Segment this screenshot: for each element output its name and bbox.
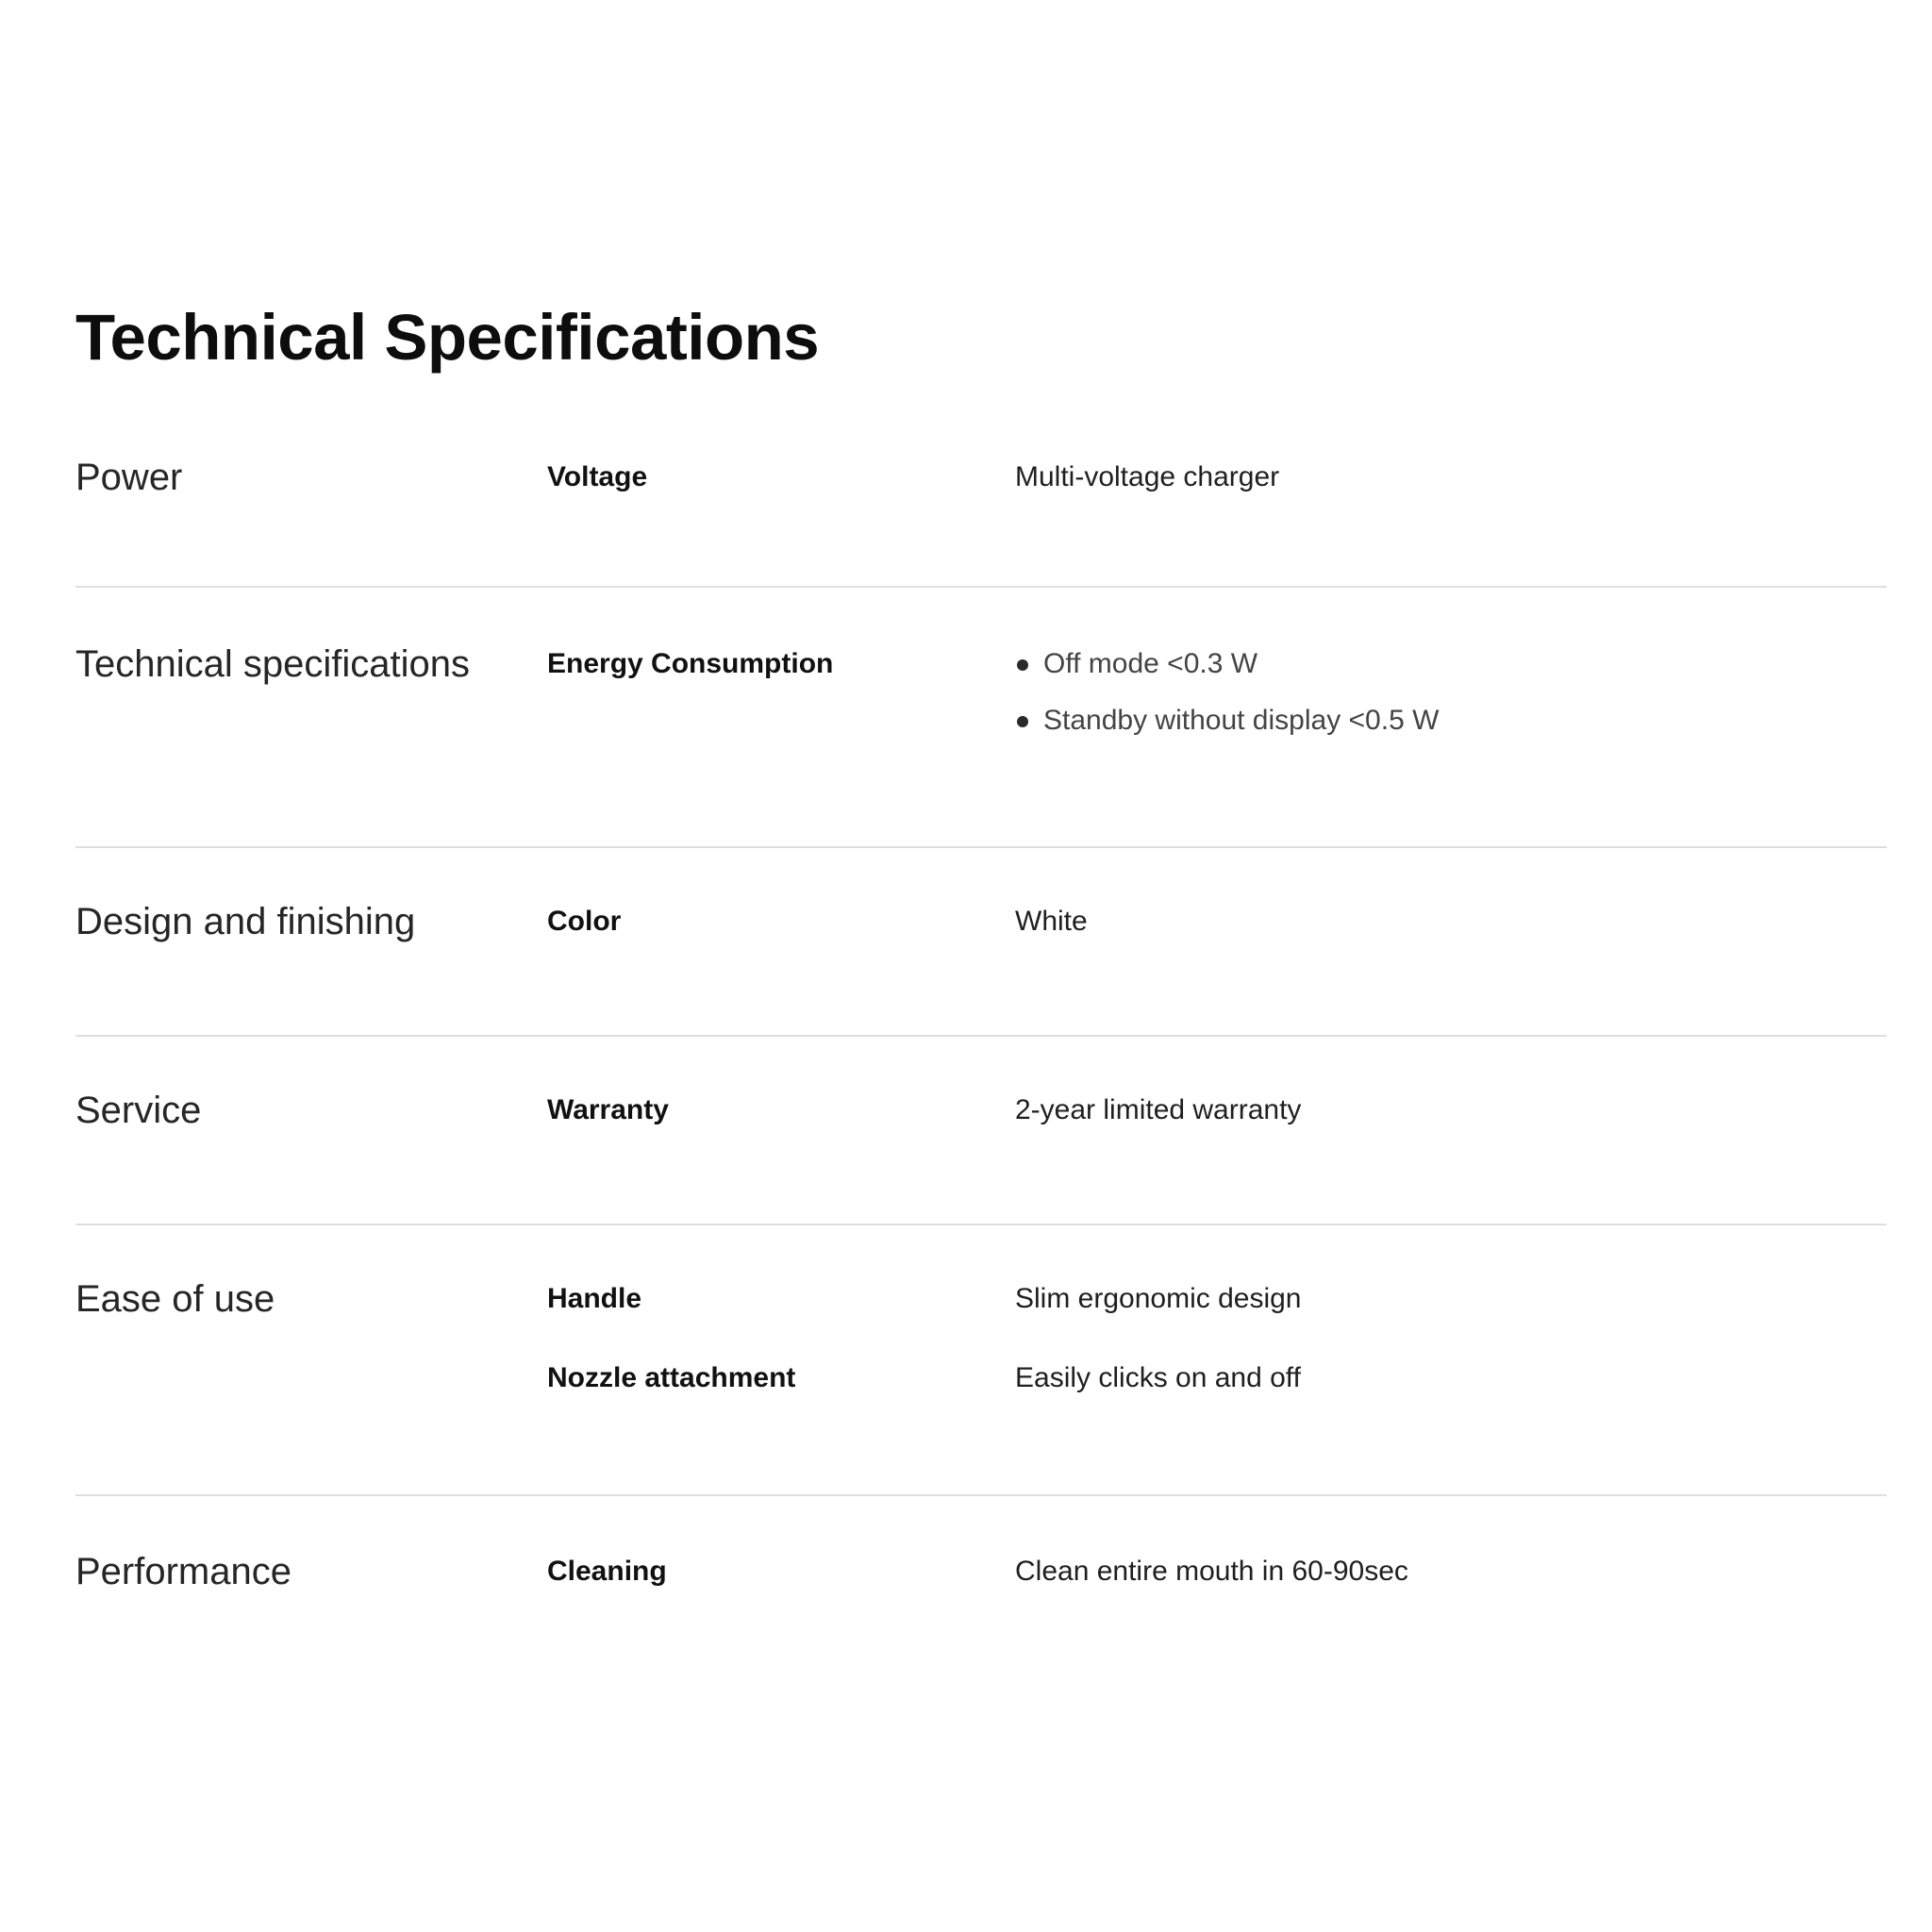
spec-section-power [75, 451, 1887, 588]
spec-value: Multi-voltage charger [1015, 461, 1280, 492]
bullet-icon [1017, 659, 1028, 671]
bullet-item [1015, 694, 1887, 751]
section-category: Design and finishing [75, 901, 416, 942]
section-category: Ease of use [75, 1278, 275, 1320]
section-category: Technical specifications [75, 643, 470, 685]
bullet-text: Standby without display <0.5 W [1043, 705, 1440, 736]
section-rows [547, 1273, 1887, 1405]
section-rows [547, 895, 1887, 948]
spec-label: Nozzle attachment [547, 1362, 796, 1393]
spec-value: Clean entire mouth in 60-90sec [1015, 1556, 1408, 1587]
spec-value: White [1015, 906, 1088, 937]
section-category: Performance [75, 1551, 291, 1592]
spec-label: Energy Consumption [547, 648, 834, 679]
section-rows [547, 638, 1887, 751]
spec-table [75, 451, 1887, 1685]
spec-row [547, 1084, 1887, 1137]
spec-row [547, 1545, 1887, 1598]
spec-value: 2-year limited warranty [1015, 1094, 1302, 1125]
spec-section-ease-of-use [75, 1225, 1887, 1496]
bullet-list [1015, 638, 1887, 751]
spec-row [547, 1273, 1887, 1325]
spec-row [547, 895, 1887, 948]
spec-row [547, 638, 1887, 751]
section-category: Power [75, 457, 183, 498]
section-category: Service [75, 1090, 202, 1131]
spec-label: Warranty [547, 1094, 669, 1125]
bullet-icon [1017, 716, 1028, 727]
section-rows [547, 1545, 1887, 1598]
spec-label: Color [547, 906, 622, 937]
spec-row [547, 451, 1887, 504]
spec-section-design-and-finishing [75, 848, 1887, 1037]
spec-section-technical-specifications [75, 588, 1887, 848]
spec-label: Cleaning [547, 1556, 667, 1587]
spec-label: Voltage [547, 461, 648, 492]
spec-value: Slim ergonomic design [1015, 1283, 1302, 1314]
spec-value: Easily clicks on and off [1015, 1362, 1301, 1393]
spec-value [1015, 638, 1887, 751]
spec-label: Handle [547, 1283, 642, 1314]
spec-section-performance [75, 1496, 1887, 1685]
spec-row [547, 1352, 1887, 1405]
bullet-text: Off mode <0.3 W [1043, 648, 1258, 679]
bullet-item [1015, 638, 1887, 694]
section-rows [547, 451, 1887, 504]
spec-section-service [75, 1037, 1887, 1225]
page-title: Technical Specifications [75, 301, 820, 374]
section-rows [547, 1084, 1887, 1137]
